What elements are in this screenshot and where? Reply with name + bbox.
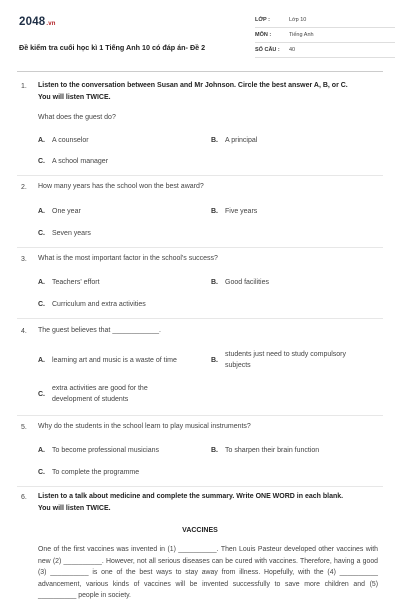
option-b[interactable] xyxy=(211,277,269,288)
option-text: subjects xyxy=(225,362,251,369)
option-text: One year xyxy=(52,208,81,215)
meta-table xyxy=(255,13,395,58)
meta-row-class xyxy=(255,13,395,28)
option-text: Teachers' effort xyxy=(52,279,100,286)
option-b[interactable] xyxy=(211,349,371,371)
option-letter: A. xyxy=(38,279,45,286)
option-letter: C. xyxy=(38,301,45,308)
question-text: How many years has the school won the best award? xyxy=(38,183,204,190)
option-a[interactable] xyxy=(38,277,100,288)
option-letter: B. xyxy=(211,208,218,215)
option-text: To complete the programme xyxy=(52,469,140,476)
option-c[interactable] xyxy=(38,299,146,310)
question-number: 1. xyxy=(21,83,27,90)
question-text: The guest believes that ____________. xyxy=(38,327,161,334)
meta-label: MÔN : xyxy=(255,32,272,38)
option-letter: C. xyxy=(38,158,45,165)
site-logo[interactable]: 2048.vn xyxy=(19,16,56,28)
document-header xyxy=(17,12,383,70)
option-b[interactable] xyxy=(211,206,257,217)
passage-title: VACCINES xyxy=(182,527,218,534)
option-letter: A. xyxy=(38,447,45,454)
question-instruction: You will listen TWICE. xyxy=(38,94,111,101)
option-letter: C. xyxy=(38,230,45,237)
question-number: 4. xyxy=(21,328,27,335)
option-b[interactable] xyxy=(211,135,257,146)
header-divider xyxy=(17,71,383,72)
document-title: Đề kiểm tra cuối học kì 1 Tiếng Anh 10 có đáp án- Đề 2 xyxy=(19,43,206,52)
option-letter: C. xyxy=(38,469,45,476)
meta-label: LỚP : xyxy=(255,17,270,23)
meta-value: Lớp 10 xyxy=(289,17,307,23)
option-c[interactable] xyxy=(38,228,91,239)
question-number: 2. xyxy=(21,184,27,191)
option-letter: B. xyxy=(211,447,218,454)
option-text: development of students xyxy=(52,396,129,403)
option-text: A principal xyxy=(225,137,258,144)
option-letter: A. xyxy=(38,357,45,364)
meta-row-count xyxy=(255,43,395,58)
meta-row-subject xyxy=(255,28,395,43)
option-c[interactable] xyxy=(38,156,108,167)
meta-label: SỐ CÂU : xyxy=(255,47,280,53)
option-text: To become professional musicians xyxy=(52,447,159,454)
option-letter: B. xyxy=(211,357,218,364)
question-number: 3. xyxy=(21,256,27,263)
question-divider xyxy=(17,318,383,319)
question-text: What is the most important factor in the school's success? xyxy=(38,255,218,262)
question-instruction: Listen to a talk about medicine and complete the summary. Write ONE WORD in each blank. xyxy=(38,493,344,500)
meta-value: 40 xyxy=(289,47,296,53)
meta-value: Tiếng Anh xyxy=(289,32,314,38)
option-text: Curriculum and extra activities xyxy=(52,301,146,308)
passage-text: One of the first vaccines was invented in (1) __________. Then Louis Pasteur developed other vaccines with new (2) __________. However, not all serious diseases can be cured with vaccines. Therefore, having a good (3) __________ is one of the best ways to stay away from illness. Hopefully, with the (4) __________ advancement, various kinds of vaccines will be invented successfully to save more children and (5) __________ people in society. xyxy=(38,546,378,600)
option-letter: B. xyxy=(211,279,218,286)
question-instruction: You will listen TWICE. xyxy=(38,505,111,512)
option-text: A counselor xyxy=(52,137,89,144)
question-number: 5. xyxy=(21,424,27,431)
option-a[interactable] xyxy=(38,445,159,456)
option-letter: C. xyxy=(38,391,45,398)
question-divider xyxy=(17,486,383,487)
question-number: 6. xyxy=(21,494,27,501)
option-a[interactable] xyxy=(38,355,177,366)
question-divider xyxy=(17,175,383,176)
option-text: students just need to study compulsory xyxy=(225,351,347,358)
option-c[interactable] xyxy=(38,467,139,478)
option-text: Good facilities xyxy=(225,279,269,286)
option-letter: B. xyxy=(211,137,218,144)
site-logo-suffix: .vn xyxy=(46,21,56,27)
option-a[interactable] xyxy=(38,135,89,146)
option-text: To sharpen their brain function xyxy=(225,447,320,454)
option-letter: A. xyxy=(38,137,45,144)
option-text: Five years xyxy=(225,208,258,215)
option-text: extra activities are good for the xyxy=(52,385,148,392)
option-text: learning art and music is a waste of time xyxy=(52,357,177,364)
option-a[interactable] xyxy=(38,206,81,217)
question-text: What does the guest do? xyxy=(38,114,116,121)
option-c[interactable] xyxy=(38,383,198,405)
question-instruction: Listen to the conversation between Susan and Mr Johnson. Circle the best answer A, B, or C. xyxy=(38,82,348,89)
question-divider xyxy=(17,247,383,248)
option-letter: A. xyxy=(38,208,45,215)
option-b[interactable] xyxy=(211,445,319,456)
question-text: Why do the students in the school learn to play musical instruments? xyxy=(38,423,251,430)
question-divider xyxy=(17,415,383,416)
option-text: Seven years xyxy=(52,230,91,237)
option-text: A school manager xyxy=(52,158,109,165)
